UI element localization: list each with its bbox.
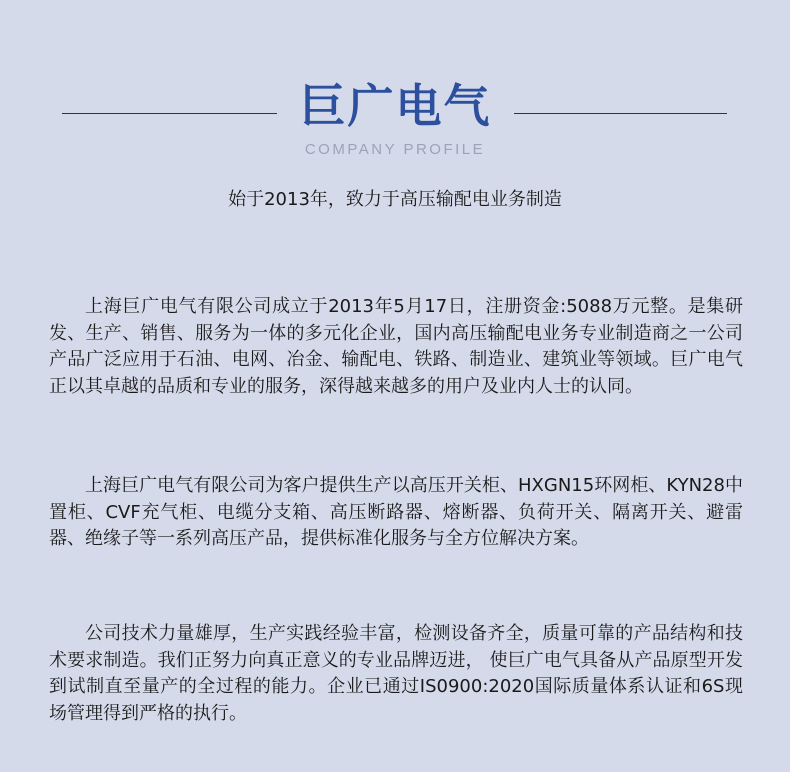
page-title: 巨广电气 [299,79,492,133]
intro-paragraph: 上海巨广电气有限公司成立于2013年5月17日，注册资金:5088万元整。是集研发、生产、销售、服务为一体的多元化企业，国内高压输配电业务专业制造商之一公司产品广泛应用于石油、电网、冶金、输配电、铁路、制造业、建筑业等领域。巨广电气正以其卓越的品质和专业的服务，深得越来越多的用户及业内人士的认同。 [49,296,743,397]
page-subtitle: COMPANY PROFILE [304,141,486,158]
right-divider [514,113,727,114]
page-header [0,70,790,170]
capability-paragraph: 公司技术力量雄厚，生产实践经验丰富，检测设备齐全，质量可靠的产品结构和技术要求制造。我们正努力向真正意义的专业品牌迈进， 使巨广电气具备从产品原型开发到试制直至量产的全过程的能力。企业已通过IS0900:2020国际质量体系认证和6S现场管理得到严格的执行。 [49,623,743,724]
left-divider [62,113,277,114]
products-paragraph: 上海巨广电气有限公司为客户提供生产以高压开关柜、HXGN15环网柜、KYN28中置柜、CVF充气柜、电缆分支箱、高压断路器、熔断器、负荷开关、隔离开关、避雷器、绝缘子等一系列高压产品，提供标准化服务与全方位解决方案。 [49,475,743,549]
tagline: 始于2013年，致力于高压输配电业务制造 [228,189,562,210]
